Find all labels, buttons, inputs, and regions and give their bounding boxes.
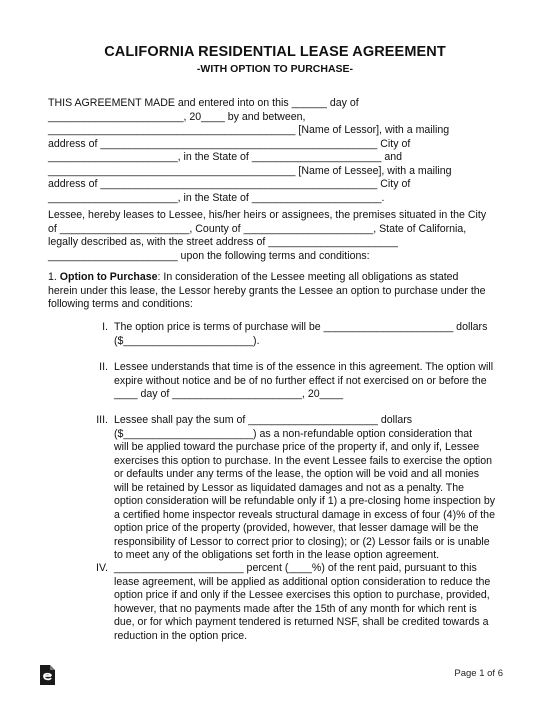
intro-line: address of _______________________________________________ City of	[48, 178, 411, 190]
option-line: herein under this lease, the Lessor hereby grants the Lessee an option to purchase under the	[48, 284, 486, 297]
intro-line: __________________________________________ [Name of Lessee], with a mailing	[48, 164, 452, 177]
intro-line: ______________________, in the State of ______________________ and	[48, 151, 403, 163]
item-line: ______________________ percent (____%) of the rent paid, pursuant to this	[114, 562, 477, 574]
item-line: ____ day of ______________________, 20____	[114, 388, 344, 400]
item-line: expire without notice and be of no further effect if not exercised on or before the	[114, 374, 487, 387]
intro-line: THIS AGREEMENT MADE and entered into on this ______ day of	[48, 97, 359, 109]
intro-line: ______________________, in the State of ______________________.	[48, 191, 385, 204]
item-line: Lessee understands that time is of the essence in this agreement. The option will	[114, 361, 494, 373]
item-line: to meet any of the obligations set forth in the lease option agreement.	[114, 549, 440, 561]
item-line: option price if and only if the Lessee exercises this option to purchase, provided,	[114, 589, 490, 601]
item-number: III.	[96, 414, 108, 426]
item-line: lease agreement, will be applied as additional option consideration to reduce the	[114, 575, 491, 588]
item-line: will be applied toward the purchase price of the property if, and only if, Lessee	[114, 441, 480, 453]
option-line: following terms and conditions:	[48, 298, 193, 310]
item-line: ($______________________).	[114, 334, 260, 347]
eforms-logo-icon	[37, 664, 57, 686]
option-heading-line	[48, 271, 495, 285]
document-subtitle: -WITH OPTION TO PURCHASE-	[196, 63, 354, 75]
item-number: IV.	[96, 562, 108, 574]
item-line: option price of the property (provided, however, that lesser damage will be the	[114, 522, 479, 534]
item-line: responsibility of Lessor to correct prior to closing); or (2) Lessor fails or is unable	[114, 535, 490, 548]
intro-line: address of _______________________________________________ City of	[48, 137, 411, 150]
option-paragraph	[48, 271, 495, 312]
item-line: Lessee shall pay the sum of ______________________ dollars	[114, 414, 413, 426]
item-line: option consideration will be refundable only if 1) a pre-closing home inspection by	[114, 495, 496, 507]
item-line: however, that no payments made after the 15th of any month for which rent is	[114, 602, 477, 615]
item-line: due, or for which payment tendered is returned NSF, shall be credited towards a	[114, 616, 489, 628]
intro-line: __________________________________________ [Name of Lessor], with a mailing	[48, 124, 450, 136]
item-line: exercises this option to purchase. In the event Lessee fails to exercise the option	[114, 454, 493, 467]
item-line: a certified home inspector reveals structural damage in excess of four (4)% of the	[114, 508, 495, 521]
item-number: I.	[102, 321, 108, 333]
document-title: CALIFORNIA RESIDENTIAL LEASE AGREEMENT	[104, 44, 446, 60]
item-line: or defaults under any terms of the lease, the option will be void and all monies	[114, 468, 480, 480]
intro-line: _______________________, 20____ by and between,	[48, 110, 306, 123]
item-line: The option price is terms of purchase will be ______________________ dollars	[114, 321, 488, 333]
page-number: Page 1 of 6	[454, 668, 503, 679]
option-heading: Option to Purchase	[59, 271, 158, 283]
item-line: reduction in the option price.	[114, 629, 248, 642]
premises-line: ______________________ upon the following terms and conditions:	[48, 249, 370, 262]
premises-line: Lessee, hereby leases to Lessee, his/her heirs or assignees, the premises situated in the City	[48, 209, 487, 221]
intro-paragraph	[48, 97, 495, 205]
premises-line: of ______________________, County of ______________________, State of California,	[48, 222, 467, 235]
item-line: will be retained by Lessor as liquidated damages and not as a penalty. The	[114, 481, 465, 494]
premises-paragraph	[48, 209, 495, 263]
item-line: ($______________________) as a non-refundable option consideration that	[114, 427, 473, 440]
premises-line: legally described as, with the street address of ______________________	[48, 236, 398, 248]
item-number: II.	[99, 361, 108, 373]
option-number: 1.	[48, 271, 57, 283]
option-heading-rest: : In consideration of the Lessee meeting all obligations as stated	[157, 271, 459, 283]
